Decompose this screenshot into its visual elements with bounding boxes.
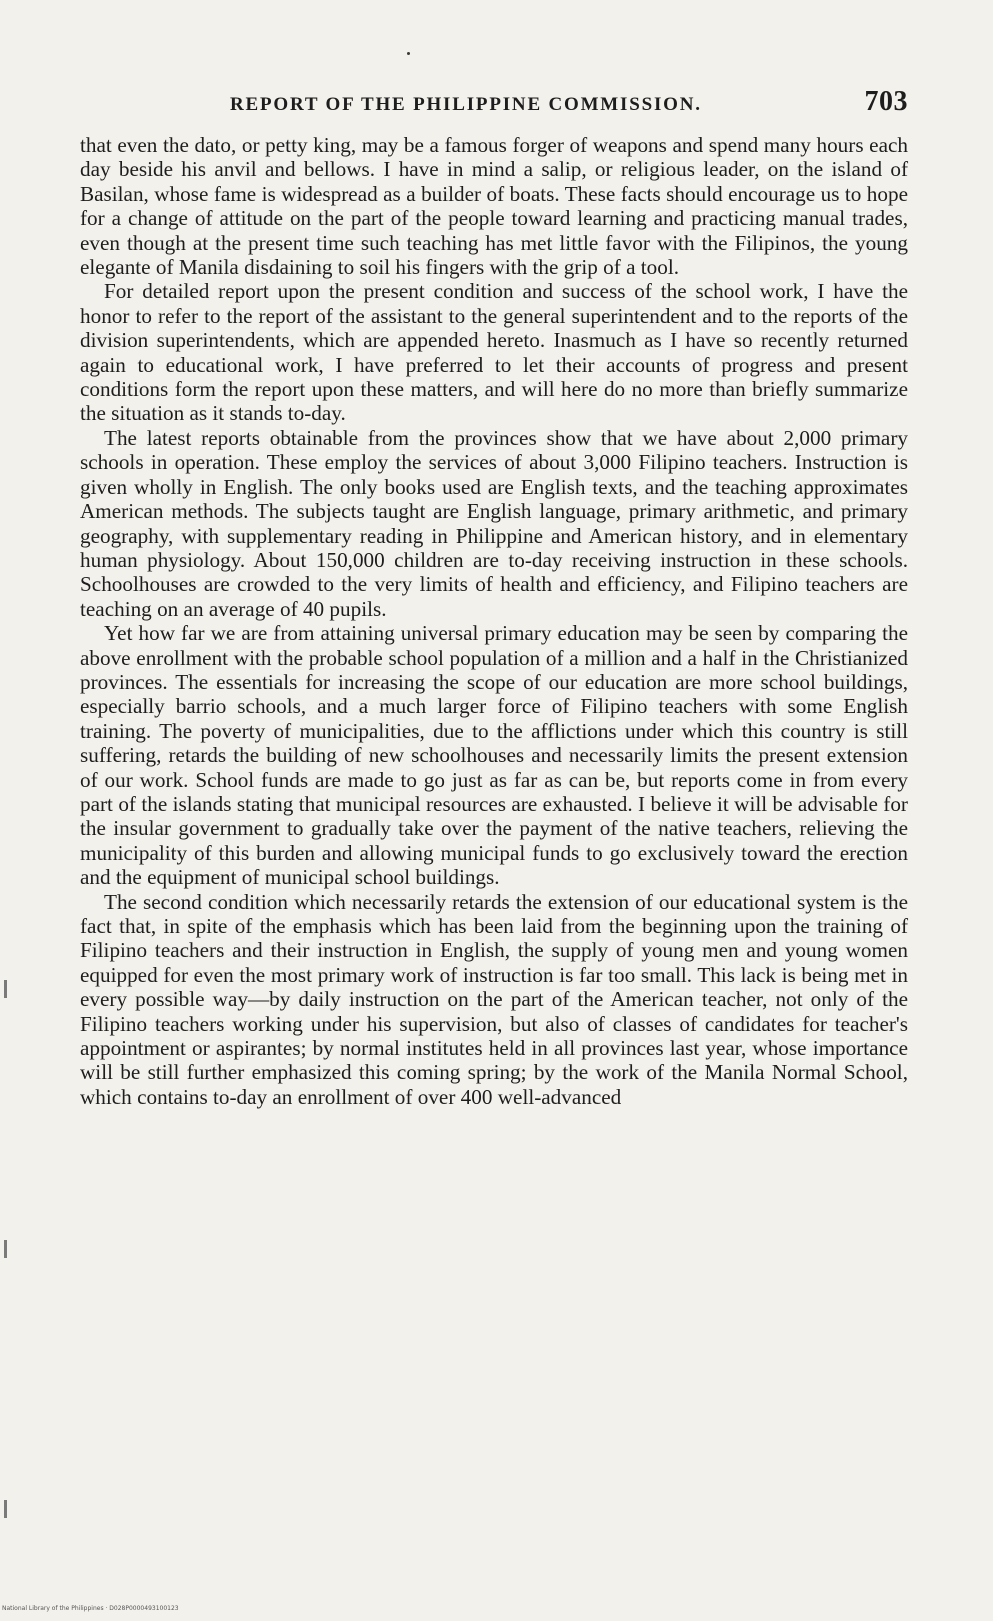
paragraph-4: Yet how far we are from attaining universal primary education may be seen by comparing the above enrollment with the probable school population of a million and a half in the Christianized provinces. The essentials for increasing the scope of our education are more school buildings, especially barrio schools, and a much larger force of Filipino teachers with some English training. The poverty of municipalities, due to the afflictions under which this country is still suffering, retards the building of new schoolhouses and necessarily limits the present extension of our work. School funds are made to go just as far as can be, but reports come in from every part of the islands stating that municipal resources are exhausted. I believe it will be advisable for the insular government to gradually take over the payment of the native teachers, relieving the municipality of this burden and allowing municipal funds to go exclusively toward the erection and the equipment of municipal school buildings. [80,621,908,890]
scan-speck [407,52,410,55]
running-title: REPORT OF THE PHILIPPINE COMMISSION. [230,94,702,115]
scan-edge-mark [4,1240,7,1258]
paragraph-1: that even the dato, or petty king, may be a famous forger of weapons and spend many hours each day beside his anvil and bellows. I have in mind a salip, or religious leader, on the island of Basilan, whose fame is widespread as a builder of boats. These facts should encourage us to hope for a change of attitude on the part of the people toward learning and practicing manual trades, even though at the present time such teaching has met little favor with the Filipinos, the young elegante of Manila disdaining to soil his fingers with the grip of a tool. [80,133,908,280]
paragraph-3: The latest reports obtainable from the provinces show that we have about 2,000 primary schools in operation. These employ the services of about 3,000 Filipino teachers. Instruction is given wholly in English. The only books used are English texts, and the teaching approximates American methods. The subjects taught are English language, primary arithmetic, and primary geography, with supplementary reading in Philippine and American history, and in elementary human physiology. About 150,000 children are to-day receiving instruction in these schools. Schoolhouses are crowded to the very limits of health and efficiency, and Filipino teachers are teaching on an average of 40 pupils. [80,425,908,621]
page-header [80,84,908,124]
page-number: 703 [864,86,908,117]
scan-edge-mark [4,1500,7,1518]
scan-edge-mark [4,980,7,998]
body-text [80,133,908,1109]
paragraph-5: The second condition which necessarily retards the extension of our educational system is the fact that, in spite of the emphasis which has been laid from the beginning upon the training of Filipino teachers and their instruction in English, the supply of young men and young women equipped for even the most primary work of instruction is far too small. This lack is being met in every possible way—by daily instruction on the part of the American teacher, not only of the Filipino teachers working under his supervision, but also of classes of candidates for teacher's appointment or aspirantes; by normal institutes held in all provinces last year, whose importance will be still further emphasized this coming spring; by the work of the Manila Normal School, which contains to-day an enrollment of over 400 well-advanced [80,889,908,1109]
paragraph-2: For detailed report upon the present condition and success of the school work, I have the honor to refer to the report of the assistant to the general superintendent and to the reports of the division superintendents, which are appended hereto. Inasmuch as I have so recently returned again to educational work, I have preferred to let their accounts of progress and present conditions form the report upon these matters, and will here do no more than briefly summarize the situation as it stands to-day. [80,279,908,426]
scan-footer-note: National Library of the Philippines · D028P0000493100123 [2,1605,179,1612]
